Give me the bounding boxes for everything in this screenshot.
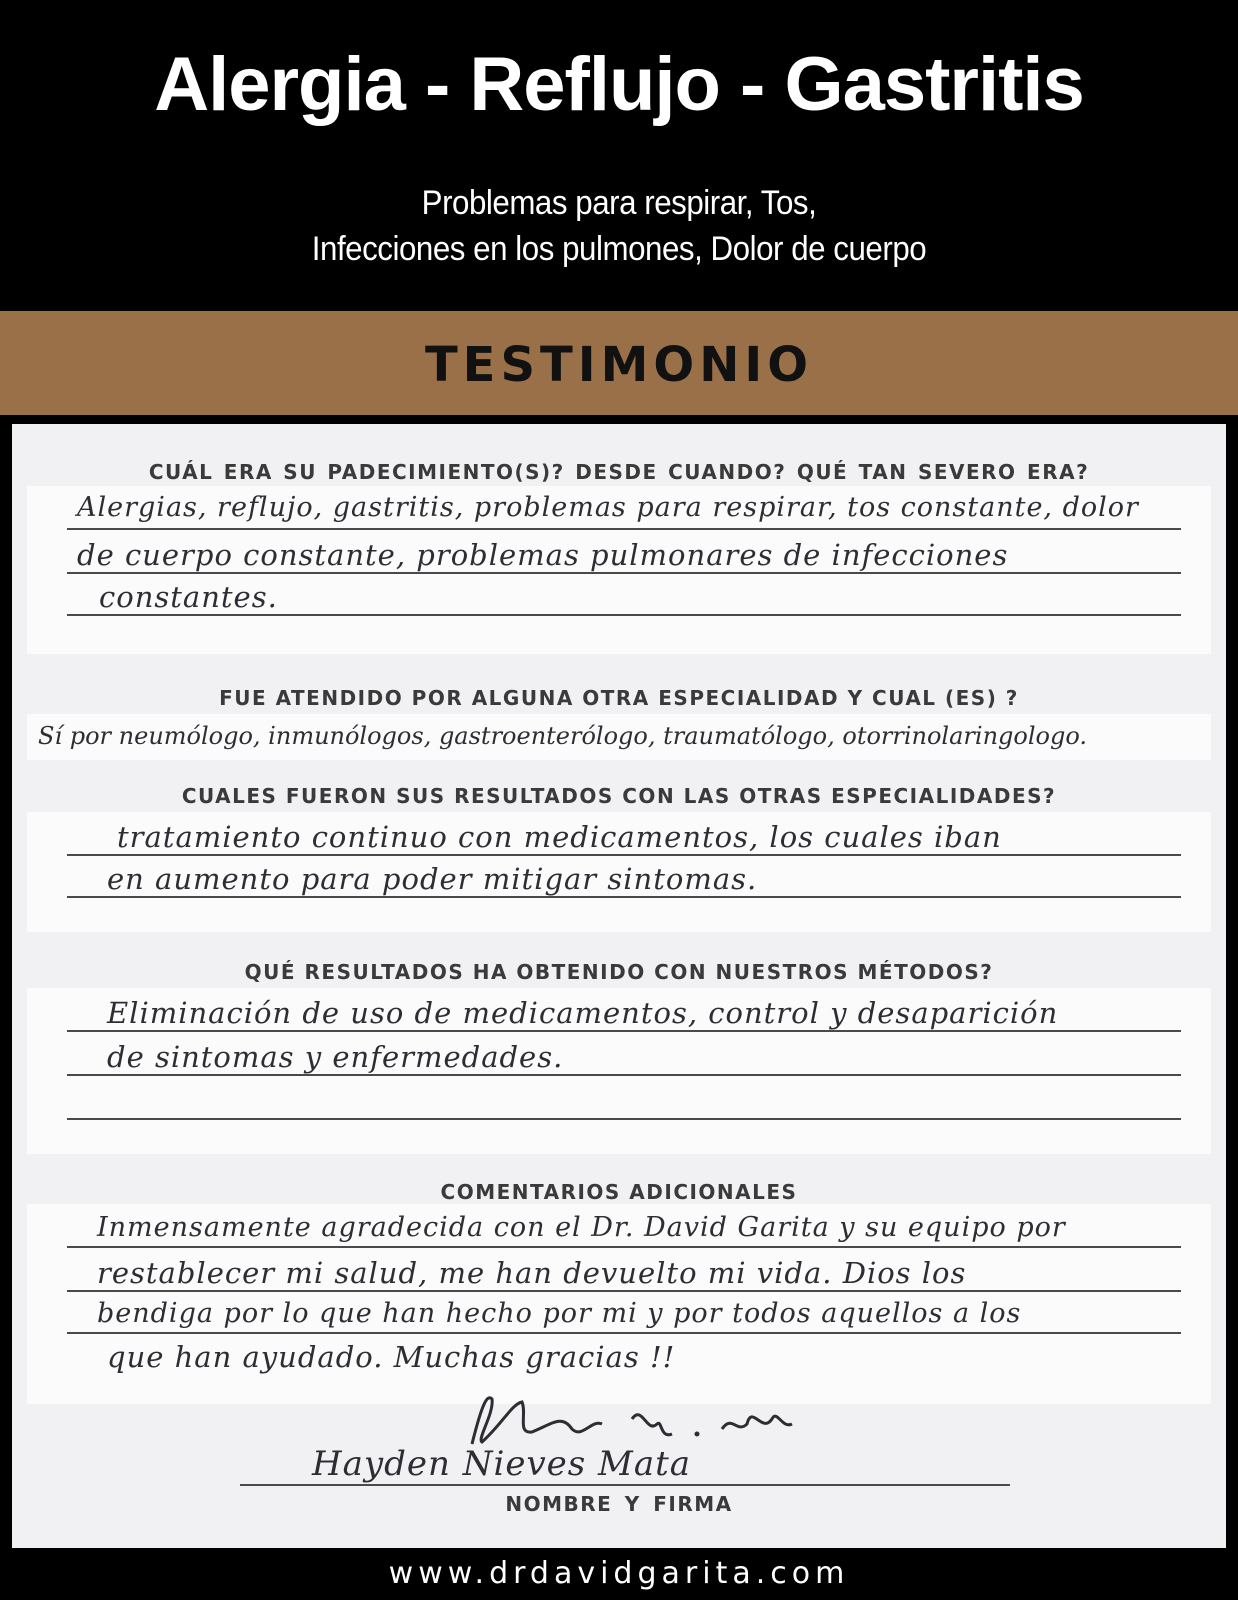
handwritten-answer-line: constantes. [99, 580, 278, 614]
website-link[interactable]: www.drdavidgarita.com [388, 1556, 850, 1591]
handwritten-answer-line: de cuerpo constante, problemas pulmonares de infecciones [77, 538, 1009, 572]
question-2-label: FUE ATENDIDO POR ALGUNA OTRA ESPECIALIDAD Y CUAL (ES) ? [219, 686, 1019, 710]
testimonial-form [12, 424, 1226, 1548]
answer-line [67, 1290, 1181, 1292]
handwritten-answer-line: Inmensamente agradecida con el Dr. David Garita y su equipo por [97, 1212, 1066, 1243]
handwritten-answer-line: de sintomas y enfermedades. [107, 1040, 564, 1074]
answer-line [67, 1332, 1181, 1334]
question-4-answer-area [27, 988, 1211, 1154]
handwritten-answer-line: en aumento para poder mitigar sintomas. [107, 862, 758, 896]
page-title: Alergia - Reflujo - Gastritis [154, 42, 1084, 127]
question-3-label: CUALES FUERON SUS RESULTADOS CON LAS OTRAS ESPECIALIDADES? [181, 784, 1057, 808]
answer-line [67, 1030, 1181, 1032]
subtitle-line-2: Infecciones en los pulmones, Dolor de cuerpo [311, 230, 927, 268]
section-banner [0, 311, 1238, 415]
answer-line [67, 854, 1181, 856]
question-1-answer-area [27, 486, 1211, 654]
handwritten-answer-line: tratamiento continuo con medicamentos, los cuales iban [117, 820, 1002, 854]
answer-line [67, 528, 1181, 530]
page-subtitle [50, 180, 1189, 272]
question-5-label: COMENTARIOS ADICIONALES [440, 1180, 798, 1204]
handwritten-answer-line: Eliminación de uso de medicamentos, control y desaparición [107, 996, 1059, 1030]
handwritten-answer-line: Alergias, reflujo, gastritis, problemas para respirar, tos constante, dolor [77, 492, 1139, 523]
answer-line [67, 1246, 1181, 1248]
answer-line [67, 896, 1181, 898]
question-3-answer-area [27, 812, 1211, 932]
handwritten-answer-line: Sí por neumólogo, inmunólogos, gastroenterólogo, traumatólogo, otorrinolaringologo. [38, 722, 1087, 750]
signature-line [240, 1484, 1010, 1486]
answer-line [67, 572, 1181, 574]
signature-printed-name: Hayden Nieves Mata [312, 1444, 692, 1484]
handwritten-answer-line: bendiga por lo que han hecho por mi y por todos aquellos a los [97, 1298, 1022, 1329]
handwritten-answer-line: restablecer mi salud, me han devuelto mi vida. Dios los [97, 1256, 967, 1290]
header [0, 0, 1238, 311]
question-5-answer-area [27, 1204, 1211, 1404]
subtitle-line-1: Problemas para respirar, Tos, [421, 184, 817, 222]
footer [0, 1548, 1238, 1600]
question-1-label: CUÁL ERA SU PADECIMIENTO(S)? DESDE CUANDO? QUÉ TAN SEVERO ERA? [148, 460, 1090, 484]
question-4-label: QUÉ RESULTADOS HA OBTENIDO CON NUESTROS MÉTODOS? [244, 960, 994, 984]
signature-label: NOMBRE Y FIRMA [505, 1492, 733, 1516]
answer-line [67, 614, 1181, 616]
banner-label: TESTIMONIO [424, 337, 814, 393]
answer-line [67, 1118, 1181, 1120]
answer-line [67, 1074, 1181, 1076]
handwritten-answer-line: que han ayudado. Muchas gracias !! [107, 1340, 676, 1374]
